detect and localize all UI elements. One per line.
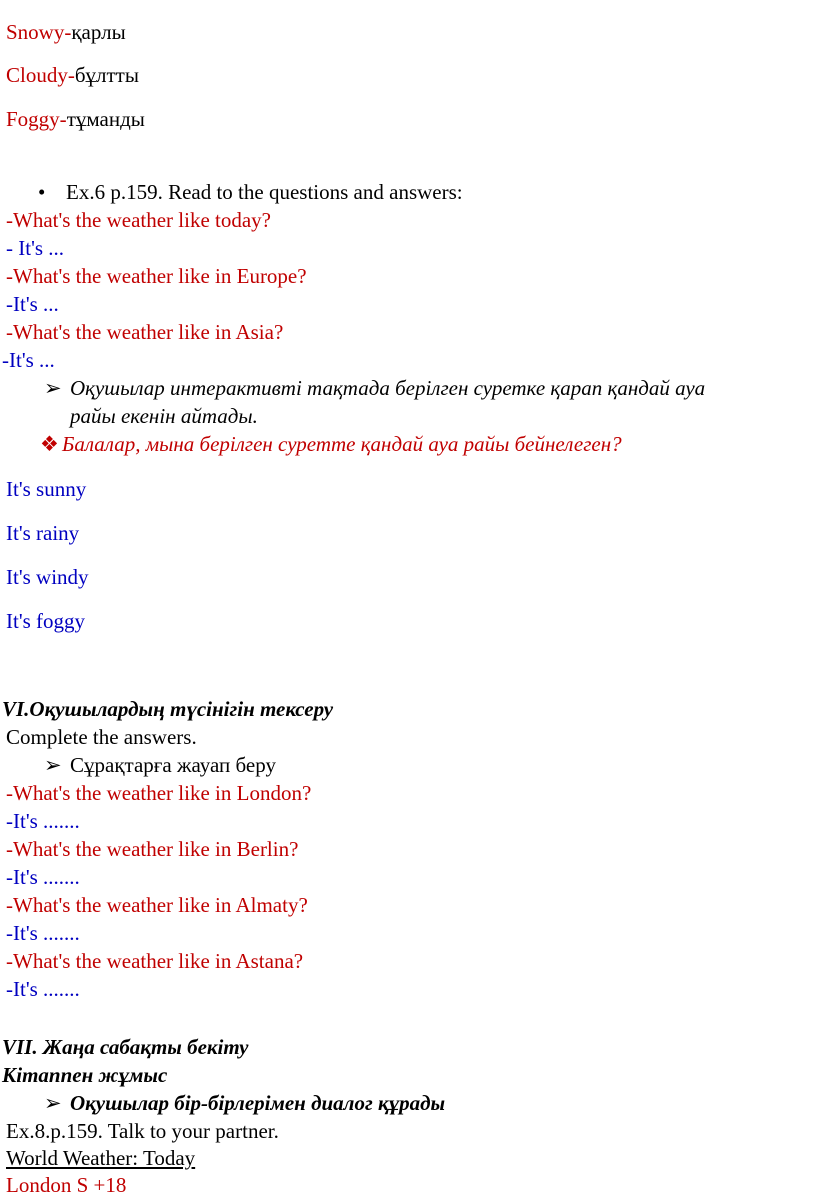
dialog-answer: -It's ... (6, 292, 59, 316)
dialog-question: -What's the weather like in London? (6, 781, 312, 805)
vocab-english-word: Foggy- (6, 107, 67, 131)
dialog-answer: -It's ....... (6, 977, 80, 1001)
weather-answer: It's rainy (6, 521, 80, 545)
dialog-question: -What's the weather like in Almaty? (6, 893, 308, 917)
dialog-question: -What's the weather like in Europe? (6, 264, 307, 288)
dialog-answer: - It's ... (6, 236, 65, 260)
arrow-bullet-icon: ➢ (44, 376, 62, 400)
section-vii-subheading: Кітаппен жұмыс (2, 1063, 168, 1087)
section-vi-instruction: Complete the answers. (6, 725, 197, 749)
dialog-answer: -It's ....... (6, 809, 80, 833)
dialog-answer: -It's ....... (6, 865, 80, 889)
vocab-item-foggy (6, 107, 145, 131)
section-vii-task: Оқушылар бір-бірлерімен диалог құрады (70, 1091, 446, 1115)
ex6-question: Балалар, мына берілген суретте қандай ауа райы бейнелеген? (62, 432, 622, 456)
section-vii-heading: VII. Жаңа сабақты бекіту (2, 1035, 249, 1059)
vocab-kazakh-word: тұманды (66, 107, 145, 131)
dialog-answer: -It's ....... (6, 921, 80, 945)
vocab-item-cloudy (6, 63, 139, 87)
dialog-question: -What's the weather like in Berlin? (6, 837, 299, 861)
arrow-bullet-icon: ➢ (44, 753, 62, 777)
vocab-kazakh-word: қарлы (71, 20, 126, 44)
ex6-task-line-2: райы екенін айтады. (70, 404, 258, 428)
section-vi-task: Сұрақтарға жауап беру (70, 753, 276, 777)
arrow-bullet-icon: ➢ (44, 1091, 62, 1115)
ex6-task-line-1: Оқушылар интерактивті тақтада берілген суретке қарап қандай ауа (70, 376, 706, 400)
dialog-question: -What's the weather like in Asia? (6, 320, 284, 344)
weather-answer: It's windy (6, 565, 89, 589)
dialog-answer: -It's ... (2, 348, 55, 372)
bullet-icon: • (38, 180, 46, 204)
ex6-instruction-text: Ex.6 p.159. Read to the questions and answers: (66, 180, 463, 204)
weather-answer: It's foggy (6, 609, 86, 633)
ex6-instruction (38, 180, 463, 204)
section-vi-heading: VI.Оқушылардың түсінігін тексеру (2, 697, 334, 721)
weather-answer: It's sunny (6, 477, 87, 501)
vocab-english-word: Cloudy- (6, 63, 75, 87)
dialog-question: -What's the weather like in Astana? (6, 949, 304, 973)
world-weather-title: World Weather: Today (6, 1146, 196, 1170)
weather-table-row: London S +18 (6, 1173, 127, 1197)
vocab-item-snowy (6, 20, 126, 44)
vocab-kazakh-word: бұлтты (74, 63, 139, 87)
diamond-bullet-icon: ❖ (40, 432, 59, 456)
section-vii-instruction: Ex.8.p.159. Talk to your partner. (6, 1119, 279, 1143)
vocab-english-word: Snowy- (6, 20, 72, 44)
dialog-question: -What's the weather like today? (6, 208, 272, 232)
